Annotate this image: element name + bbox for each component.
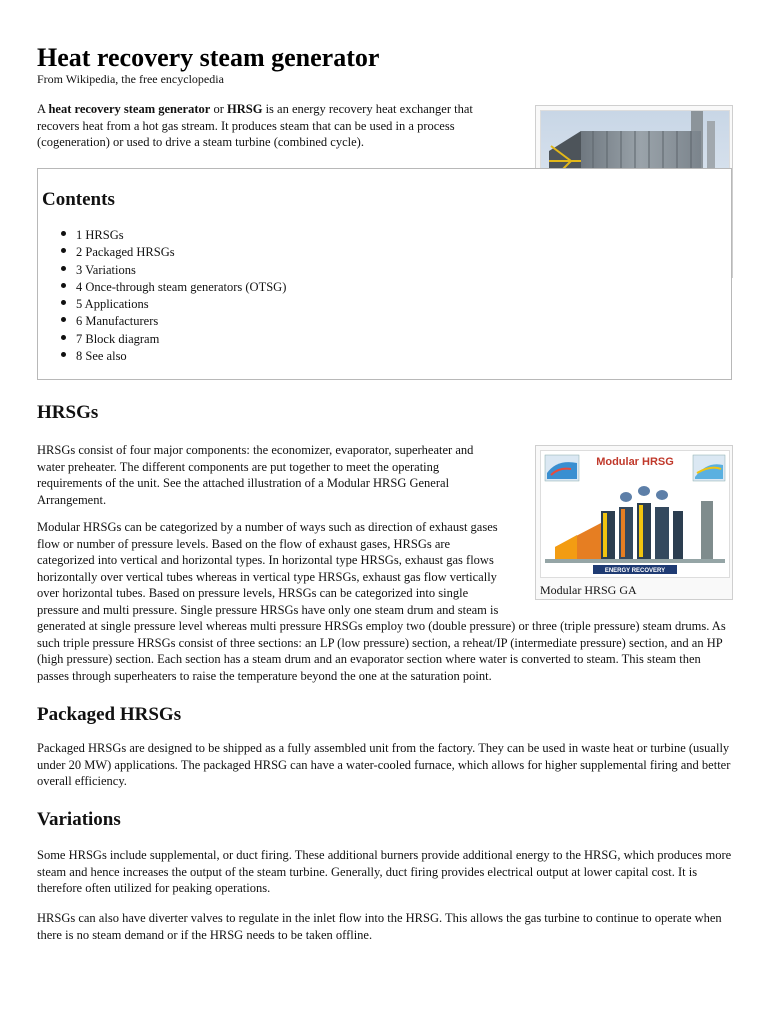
bullet-icon: [61, 248, 66, 253]
hrsgs-p2-line: categorized into vertical and horizontal types. In horizontal type HRSGs, exhaust gas flows: [37, 553, 494, 567]
hrsgs-paragraph-2-continued: generated at single pressure level whereas multi pressure HRSGs employ two (double pressure) or three (triple pressure) steam drums. As such triple pressure HRSGs consist of three sections: an LP (low pressure) section, a reheat/IP (intermediate pressure) section, and an HP (high pressure) section. Each section has a steam drum and an evaporator section where water is converted to steam. This steam then passes through superheaters to raise the temperature beyond the one at the saturation point.: [37, 619, 726, 683]
toc-link-variations[interactable]: 3 Variations: [76, 262, 136, 277]
toc-item: [76, 296, 286, 313]
section-heading-packaged-hrsgs: Packaged HRSGs: [37, 704, 182, 725]
intro-term-hrsg: HRSG: [227, 102, 263, 116]
hrsgs-p2-line: Modular HRSGs can be categorized by a number of ways such as direction of exhaust gases: [37, 520, 498, 534]
bullet-icon: [61, 352, 66, 357]
section-heading-variations: Variations: [37, 809, 121, 830]
figure-caption: Modular HRSG GA: [540, 583, 637, 597]
variations-paragraph-1: Some HRSGs include supplemental, or duct firing. These additional burners provide additional energy to the HRSG, which produces more steam and hence increases the output of the steam turbine. Generally, duct firing provides electrical output at lower capital cost. It is therefore often utilized for peaking operations.: [37, 848, 732, 895]
bullet-icon: [61, 300, 66, 305]
intro-paragraph: [37, 101, 515, 151]
toc-item: [76, 348, 286, 365]
hrsgs-p2-line: over horizontal tubes. Based on pressure levels, HRSGs can be categorized into single: [37, 586, 469, 600]
toc-link-block-diagram[interactable]: 7 Block diagram: [76, 331, 160, 346]
toc-item: [76, 331, 286, 348]
toc-list: [76, 227, 286, 365]
toc-title: Contents: [42, 189, 115, 210]
toc-item: [76, 227, 286, 244]
bullet-icon: [61, 266, 66, 271]
diagram-footer: ENERGY RECOVERY: [604, 568, 666, 574]
page-subtitle: From Wikipedia, the free encyclopedia: [37, 72, 224, 86]
bullet-icon: [61, 283, 66, 288]
intro-prefix: A: [37, 102, 49, 116]
bullet-icon: [61, 317, 66, 322]
toc-link-manufacturers[interactable]: 6 Manufacturers: [76, 314, 159, 329]
bullet-icon: [61, 231, 66, 236]
toc-link-applications[interactable]: 5 Applications: [76, 297, 149, 312]
diagram-banner: Modular HRSG: [596, 456, 674, 468]
table-of-contents: [37, 168, 732, 380]
toc-link-packaged-hrsgs[interactable]: 2 Packaged HRSGs: [76, 245, 175, 260]
figure-modular-hrsg-ga: [535, 445, 733, 600]
hrsgs-paragraph-1: HRSGs consist of four major components: the economizer, evaporator, superheater and water preheater. The different components are put together to meet the operating requirements of the unit. See the attached illustration of a Modular HRSG General Arrangement.: [37, 443, 474, 507]
page-title: Heat recovery steam generator: [37, 43, 380, 72]
intro-or: or: [210, 102, 227, 116]
toc-link-see-also[interactable]: 8 See also: [76, 349, 127, 364]
hrsgs-p2-line: horizontally over vertical tubes whereas in vertical type HRSGs, exhaust gas flow vertically: [37, 569, 497, 584]
toc-item: [76, 313, 286, 330]
bullet-icon: [61, 335, 66, 340]
toc-link-hrsgs[interactable]: 1 HRSGs: [76, 228, 124, 242]
intro-term-hrsg-full: heat recovery steam generator: [48, 102, 211, 116]
variations-paragraph-2: HRSGs can also have diverter valves to regulate in the inlet flow into the HRSG. This allows the gas turbine to continue to operate when there is no steam demand or if the HRSG needs to be taken offline.: [37, 911, 722, 942]
modular-hrsg-ga-diagram[interactable]: [540, 450, 730, 578]
toc-item: [76, 279, 286, 296]
packaged-paragraph-1: Packaged HRSGs are designed to be shipped as a fully assembled unit from the factory. They can be used in waste heat or turbine (usually under 20 MW) applications. The packaged HRSG can have a water-cooled furnace, which allows for higher supplemental firing and better overall efficiency.: [37, 741, 731, 788]
hrsgs-p2-line: pressure and multi pressure. Single pressure HRSGs have only one steam drum and steam is: [37, 602, 499, 617]
intro-text: is an energy recovery heat exchanger that recovers heat from a hot gas stream. It produces steam that can be used in a process (cogeneration) or used to drive a steam turbine (combined cycle).: [37, 102, 473, 149]
toc-item: [76, 244, 286, 261]
section-heading-hrsgs: HRSGs: [37, 402, 99, 423]
hrsgs-paragraph-2: [37, 519, 507, 618]
hrsgs-p2-line: flow or number of pressure levels. Based on the flow of exhaust gases, HRSGs are: [37, 536, 451, 551]
toc-item: [76, 262, 286, 279]
toc-link-otsg[interactable]: 4 Once-through steam generators (OTSG): [76, 279, 287, 294]
